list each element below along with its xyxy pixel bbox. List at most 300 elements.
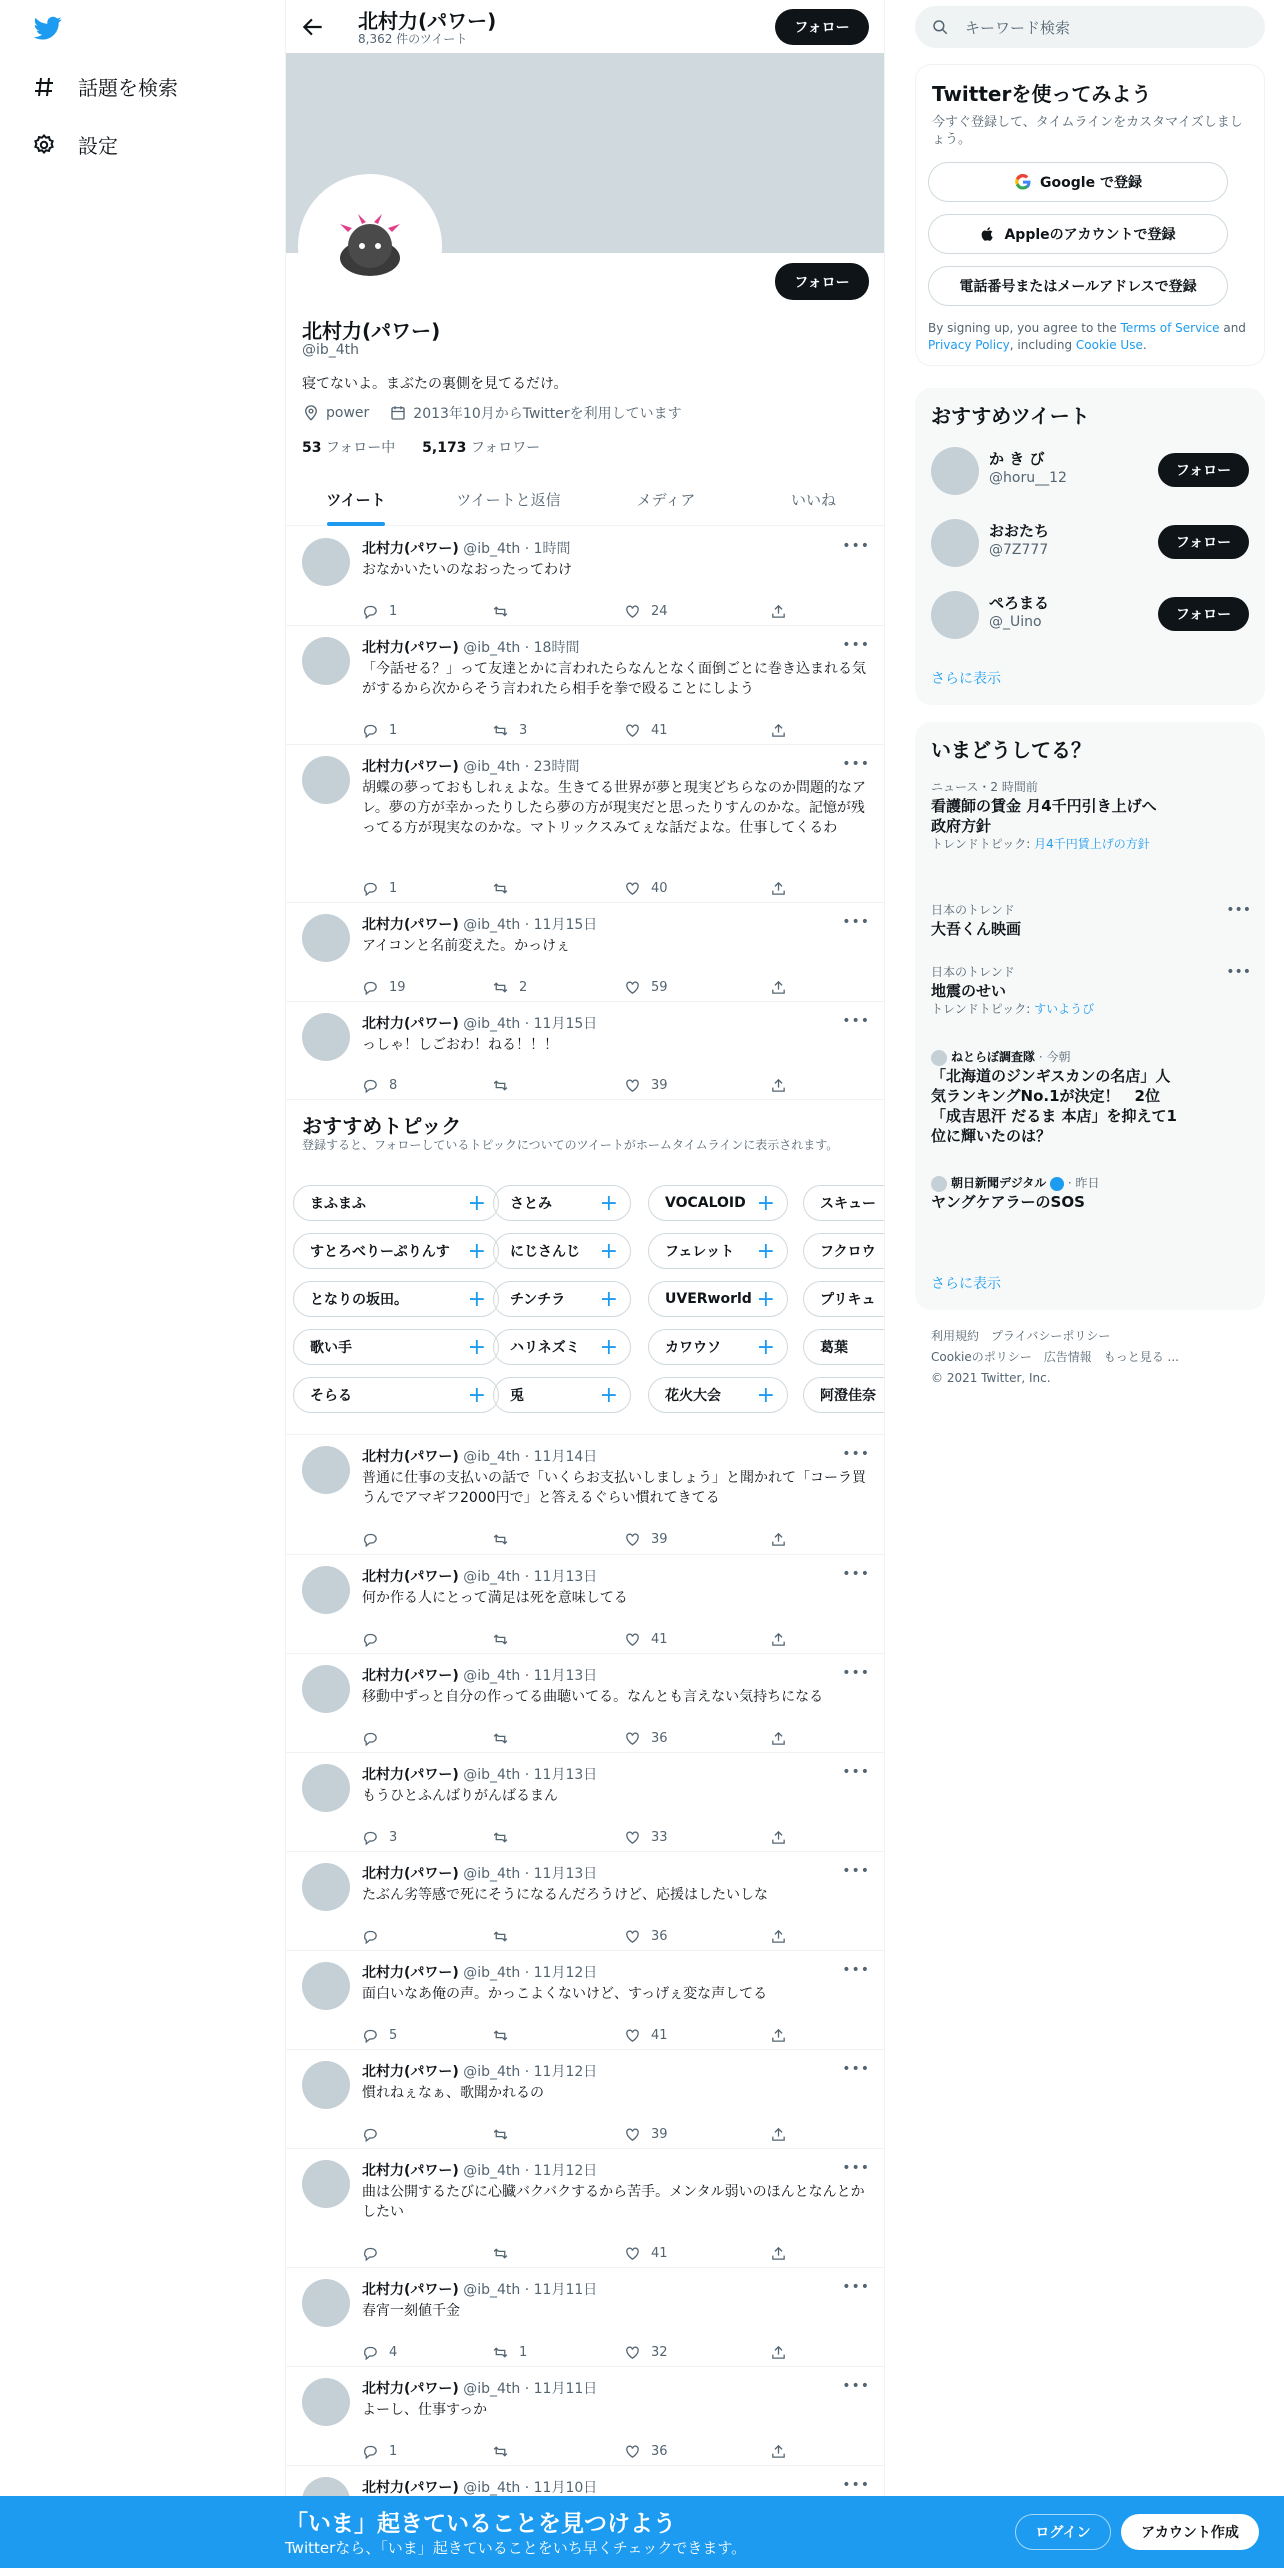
retweet-count: 3 bbox=[519, 723, 528, 738]
share-button[interactable] bbox=[770, 1631, 787, 1648]
like-button[interactable] bbox=[624, 2027, 668, 2044]
tweet-actions bbox=[362, 603, 802, 623]
like-button[interactable] bbox=[624, 2126, 668, 2143]
tweet[interactable] bbox=[286, 903, 885, 1002]
share-button[interactable] bbox=[770, 1829, 787, 1846]
left-sidebar bbox=[0, 0, 285, 2568]
create-account-button[interactable]: アカウント作成 bbox=[1121, 2514, 1259, 2550]
signup-card bbox=[915, 64, 1265, 366]
more-options-icon[interactable]: ••• bbox=[842, 2160, 870, 2176]
tweet-header bbox=[362, 1764, 597, 1784]
reply-count: 8 bbox=[389, 1078, 398, 1093]
reply-button[interactable] bbox=[362, 1928, 389, 1945]
topic-chip[interactable] bbox=[293, 1281, 499, 1317]
retweet-button[interactable] bbox=[492, 1631, 519, 1648]
tweet-header bbox=[362, 756, 579, 776]
who-to-follow-card bbox=[915, 388, 1265, 705]
topic-chip[interactable] bbox=[293, 1185, 499, 1221]
who-to-follow-item[interactable] bbox=[931, 444, 1251, 500]
tab-tweets-and-replies[interactable]: ツイートと返信 bbox=[456, 491, 561, 509]
tweet[interactable] bbox=[286, 2367, 885, 2466]
plus-icon: + bbox=[756, 1383, 775, 1408]
profile-location: power bbox=[326, 405, 370, 421]
trend-topic bbox=[931, 836, 1171, 852]
topic-chip[interactable] bbox=[648, 1233, 788, 1269]
share-button[interactable] bbox=[770, 603, 787, 620]
tweet-handle-time[interactable]: @ib_4th · 18時間 bbox=[458, 640, 580, 656]
header-profile-name: 北村力(パワー) bbox=[358, 9, 497, 33]
trend-item[interactable] bbox=[931, 964, 1251, 1017]
apple-icon bbox=[980, 225, 996, 243]
like-button[interactable] bbox=[624, 1631, 668, 1648]
retweet-button[interactable] bbox=[492, 2027, 519, 2044]
topic-chip[interactable] bbox=[293, 1377, 499, 1413]
topic-label: プリキュ bbox=[820, 1292, 876, 1308]
tweet[interactable] bbox=[286, 1753, 885, 1852]
avatar[interactable] bbox=[931, 447, 979, 495]
share-icon bbox=[770, 2245, 787, 2262]
share-button[interactable] bbox=[770, 1077, 787, 1094]
topic-chip[interactable] bbox=[648, 1281, 788, 1317]
cookie-link[interactable]: Cookie Use bbox=[1075, 338, 1143, 352]
tweet-text: 普通に仕事の支払いの話で「いくらお支払いしましょう」と聞かれて「コーラ買うんでアマギフ2000円で」と答えるぐらい慣れてきてる bbox=[362, 1470, 866, 1506]
avatar[interactable] bbox=[302, 756, 350, 804]
like-button[interactable] bbox=[624, 1928, 668, 1945]
tweet[interactable] bbox=[286, 1852, 885, 1951]
share-icon bbox=[770, 1077, 787, 1094]
copyright: © 2021 Twitter, Inc. bbox=[931, 1371, 1051, 1385]
tweet-author-name[interactable]: 北村力(パワー) bbox=[362, 2480, 459, 2496]
reply-button[interactable] bbox=[362, 1531, 389, 1548]
tab-tweets[interactable]: ツイート bbox=[326, 491, 386, 509]
news-title: ヤングケアラーのSOS bbox=[931, 1193, 1085, 1211]
topic-chip[interactable] bbox=[293, 1329, 499, 1365]
follow-button[interactable]: フォロー bbox=[1158, 597, 1249, 631]
more-options-icon[interactable]: ••• bbox=[842, 2477, 870, 2493]
topic-chip[interactable] bbox=[648, 1377, 788, 1413]
tweet[interactable] bbox=[286, 1951, 885, 2050]
who-show-more-link[interactable]: さらに表示 bbox=[931, 671, 1001, 687]
tweet-author-name[interactable]: 北村力(パワー) bbox=[362, 1449, 459, 1465]
privacy-link[interactable]: Privacy Policy bbox=[928, 338, 1010, 352]
tweet-actions bbox=[362, 722, 802, 742]
follow-button[interactable]: フォロー bbox=[1158, 453, 1249, 487]
terms-link[interactable]: Terms of Service bbox=[1120, 321, 1220, 335]
recommended-topics bbox=[286, 1100, 885, 1435]
topic-chip[interactable] bbox=[803, 1281, 885, 1317]
trends-show-more-link[interactable]: さらに表示 bbox=[931, 1276, 1001, 1292]
share-icon bbox=[770, 880, 787, 897]
retweet-button[interactable] bbox=[492, 1829, 519, 1846]
share-icon bbox=[770, 1928, 787, 1945]
back-arrow-icon[interactable] bbox=[300, 14, 326, 40]
avatar[interactable] bbox=[302, 1764, 350, 1812]
tweet-actions bbox=[362, 2344, 802, 2364]
retweet-count: 2 bbox=[519, 980, 528, 995]
tweet-header bbox=[362, 1962, 597, 1982]
like-count: 24 bbox=[651, 604, 668, 619]
tweet-text: 胡蝶の夢っておもしれぇよな。生きてる世界が夢と現実どちらなのか問題的なアレ。夢の方が幸かったりしたら夢の方が現実だと思ったりすんのかな。記憶が残ってる方が現実なのかな。マトリックスみてぇな話だよな。仕事してくるわ bbox=[362, 780, 866, 836]
share-button[interactable] bbox=[770, 979, 787, 996]
topic-label: 兎 bbox=[510, 1388, 524, 1404]
tweet-handle-time[interactable]: @ib_4th · 11月10日 bbox=[458, 2480, 598, 2496]
avatar[interactable] bbox=[931, 591, 979, 639]
plus-icon: + bbox=[756, 1191, 775, 1216]
retweet-button[interactable] bbox=[492, 2126, 519, 2143]
topic-label: フクロウ bbox=[820, 1244, 876, 1260]
tweet-actions bbox=[362, 1829, 802, 1849]
plus-icon: + bbox=[599, 1287, 618, 1312]
share-button[interactable] bbox=[770, 2245, 787, 2262]
sidebar-item-explore[interactable] bbox=[32, 72, 178, 101]
topics-description: 登録すると、フォローしているトピックについてのツイートがホームタイムラインに表示されます。 bbox=[302, 1138, 839, 1152]
tweet-author-name[interactable]: 北村力(パワー) bbox=[362, 2282, 459, 2298]
like-button[interactable] bbox=[624, 2443, 668, 2460]
apple-signup-button[interactable] bbox=[928, 214, 1228, 254]
phone-email-signup-button[interactable]: 電話番号またはメールアドレスで登録 bbox=[928, 266, 1228, 306]
signup-title: Twitterを使ってみよう bbox=[932, 82, 1152, 106]
avatar[interactable] bbox=[302, 2378, 350, 2426]
tweet-author-name[interactable]: 北村力(パワー) bbox=[362, 1866, 459, 1882]
tweet-author-name[interactable]: 北村力(パワー) bbox=[362, 759, 459, 775]
more-options-icon[interactable]: ••• bbox=[1226, 902, 1251, 918]
footer-line[interactable]: 利用規約 プライバシーポリシー bbox=[931, 1329, 1111, 1343]
tweet-handle-time[interactable]: @ib_4th · 11月11日 bbox=[458, 2381, 598, 2397]
topic-label: 阿澄佳奈 bbox=[820, 1388, 876, 1404]
share-button[interactable] bbox=[770, 2443, 787, 2460]
share-button[interactable] bbox=[770, 1531, 787, 1548]
tweet-author-name[interactable]: 北村力(パワー) bbox=[362, 917, 459, 933]
share-icon bbox=[770, 1730, 787, 1747]
reply-button[interactable] bbox=[362, 2027, 397, 2044]
signup-legal-text bbox=[928, 320, 1248, 354]
share-button[interactable] bbox=[770, 1928, 787, 1945]
topic-chip[interactable] bbox=[293, 1233, 499, 1269]
twitter-logo-icon[interactable] bbox=[32, 14, 64, 42]
tweet-author-name[interactable]: 北村力(パワー) bbox=[362, 541, 459, 557]
topic-label: チンチラ bbox=[510, 1292, 566, 1308]
topic-chip[interactable] bbox=[493, 1185, 631, 1221]
reply-count: 5 bbox=[389, 2028, 398, 2043]
avatar[interactable] bbox=[302, 1962, 350, 2010]
reply-count: 1 bbox=[389, 723, 398, 738]
like-count: 33 bbox=[651, 1830, 668, 1845]
avatar[interactable] bbox=[302, 2160, 350, 2208]
share-icon bbox=[770, 2126, 787, 2143]
retweet-button[interactable] bbox=[492, 1531, 519, 1548]
avatar[interactable] bbox=[302, 1446, 350, 1494]
reply-icon bbox=[362, 880, 379, 897]
retweet-button[interactable] bbox=[492, 2344, 527, 2361]
reply-icon bbox=[362, 1631, 379, 1648]
tweet-text: もうひとふんばりがんばるまん bbox=[362, 1788, 558, 1804]
tweet-actions bbox=[362, 1631, 802, 1651]
like-icon bbox=[624, 979, 641, 996]
bottom-bar-title: 「いま」起きていることを見つけよう bbox=[285, 2511, 676, 2537]
like-count: 39 bbox=[651, 1532, 668, 1547]
more-options-icon[interactable]: ••• bbox=[842, 2279, 870, 2295]
legal-text: By signing up, you agree to the bbox=[928, 321, 1121, 335]
reply-button[interactable] bbox=[362, 722, 397, 739]
followers-count: 5,173 bbox=[422, 440, 467, 456]
user-handle: @_Uino bbox=[989, 614, 1042, 630]
topic-chip[interactable] bbox=[493, 1377, 631, 1413]
profile-tabs bbox=[286, 473, 885, 526]
more-options-icon[interactable]: ••• bbox=[842, 1446, 870, 1462]
like-button[interactable] bbox=[624, 603, 668, 620]
retweet-button[interactable] bbox=[492, 880, 519, 897]
tweet[interactable] bbox=[286, 1654, 885, 1753]
tweet-text: 面白いなあ俺の声。かっこよくないけど、すっげぇ変な声してる bbox=[362, 1986, 768, 2002]
trend-topic-prefix: トレンドトピック: bbox=[931, 1002, 1035, 1016]
google-signup-button[interactable] bbox=[928, 162, 1228, 202]
tweet-author-name[interactable]: 北村力(パワー) bbox=[362, 1965, 459, 1981]
topic-chip[interactable] bbox=[648, 1185, 788, 1221]
reply-button[interactable] bbox=[362, 1730, 389, 1747]
topic-label: そらる bbox=[310, 1388, 352, 1404]
like-button[interactable] bbox=[624, 1829, 668, 1846]
tweet-author-name[interactable]: 北村力(パワー) bbox=[362, 1668, 459, 1684]
topic-chip[interactable] bbox=[493, 1329, 631, 1365]
tweet-handle-time[interactable]: @ib_4th · 11月13日 bbox=[458, 1767, 598, 1783]
reply-button[interactable] bbox=[362, 880, 397, 897]
tweet[interactable] bbox=[286, 2268, 885, 2367]
avatar[interactable] bbox=[302, 914, 350, 962]
reply-icon bbox=[362, 979, 379, 996]
retweet-button[interactable] bbox=[492, 2443, 519, 2460]
topic-chip[interactable] bbox=[493, 1281, 631, 1317]
profile-avatar[interactable] bbox=[298, 174, 442, 318]
retweet-icon bbox=[492, 1829, 509, 1846]
reply-button[interactable] bbox=[362, 1631, 389, 1648]
tweet-handle-time[interactable]: @ib_4th · 11月13日 bbox=[458, 1866, 598, 1882]
reply-button[interactable] bbox=[362, 2126, 389, 2143]
following-link[interactable] bbox=[302, 440, 395, 456]
follow-button[interactable]: フォロー bbox=[1158, 525, 1249, 559]
login-button[interactable]: ログイン bbox=[1015, 2514, 1111, 2550]
profile-stats bbox=[302, 437, 540, 457]
like-button[interactable] bbox=[624, 2245, 668, 2262]
tweet[interactable] bbox=[286, 2149, 885, 2268]
topic-chip[interactable] bbox=[493, 1233, 631, 1269]
tweet-author-name[interactable]: 北村力(パワー) bbox=[362, 2163, 459, 2179]
retweet-count: 1 bbox=[519, 2345, 528, 2360]
share-icon bbox=[770, 1631, 787, 1648]
avatar[interactable] bbox=[302, 2061, 350, 2109]
retweet-button[interactable] bbox=[492, 979, 527, 996]
more-options-icon[interactable]: ••• bbox=[842, 538, 870, 554]
trend-item[interactable] bbox=[931, 779, 1251, 852]
more-options-icon[interactable]: ••• bbox=[842, 1962, 870, 1978]
avatar[interactable] bbox=[302, 1665, 350, 1713]
like-button[interactable] bbox=[624, 1077, 668, 1094]
topic-chip[interactable] bbox=[803, 1233, 885, 1269]
reply-button[interactable] bbox=[362, 2245, 389, 2262]
more-options-icon[interactable]: ••• bbox=[842, 1863, 870, 1879]
calendar-icon bbox=[389, 404, 407, 422]
retweet-button[interactable] bbox=[492, 1928, 519, 1945]
tweet[interactable] bbox=[286, 527, 885, 626]
tab-media[interactable]: メディア bbox=[636, 491, 696, 509]
share-button[interactable] bbox=[770, 722, 787, 739]
avatar[interactable] bbox=[302, 1566, 350, 1614]
avatar[interactable] bbox=[302, 1863, 350, 1911]
plus-icon: + bbox=[756, 1239, 775, 1264]
tweet[interactable] bbox=[286, 1002, 885, 1100]
topic-label: さとみ bbox=[510, 1196, 552, 1212]
topic-label: 花火大会 bbox=[665, 1388, 721, 1404]
plus-icon: + bbox=[756, 1335, 775, 1360]
tweet-handle-time[interactable]: @ib_4th · 11月13日 bbox=[458, 1569, 598, 1585]
more-options-icon[interactable]: ••• bbox=[842, 1013, 870, 1029]
topic-chip[interactable] bbox=[803, 1377, 885, 1413]
more-options-icon[interactable]: ••• bbox=[842, 1566, 870, 1582]
more-options-icon[interactable]: ••• bbox=[842, 2378, 870, 2394]
retweet-button[interactable] bbox=[492, 1077, 519, 1094]
reply-button[interactable] bbox=[362, 2443, 397, 2460]
tweet-header bbox=[362, 2279, 597, 2299]
more-options-icon[interactable]: ••• bbox=[842, 637, 870, 653]
share-button[interactable] bbox=[770, 2126, 787, 2143]
like-button[interactable] bbox=[624, 1730, 668, 1747]
retweet-icon bbox=[492, 1077, 509, 1094]
tweet-handle-time[interactable]: @ib_4th · 23時間 bbox=[458, 759, 580, 775]
tweet-text: 曲は公開するたびに心臓バクバクするから苦手。メンタル弱いのほんとなんとかしたい bbox=[362, 2184, 865, 2220]
search-input[interactable]: キーワード検索 bbox=[965, 18, 1071, 37]
trend-topic-link[interactable]: 月4千円賃上げの方針 bbox=[1034, 837, 1150, 851]
profile-column bbox=[285, 0, 885, 2568]
avatar[interactable] bbox=[302, 2279, 350, 2327]
trend-topic-link[interactable]: すいようび bbox=[1034, 1002, 1095, 1016]
tweet-handle-time[interactable]: @ib_4th · 11月12日 bbox=[458, 1965, 598, 1981]
tweet-author-name[interactable]: 北村力(パワー) bbox=[362, 2381, 459, 2397]
tweet-handle-time[interactable]: @ib_4th · 11月15日 bbox=[458, 1016, 598, 1032]
topic-chip[interactable] bbox=[648, 1329, 788, 1365]
followers-link[interactable] bbox=[422, 440, 540, 456]
trend-news-item[interactable] bbox=[931, 1175, 1251, 1212]
tweet-author-name[interactable]: 北村力(パワー) bbox=[362, 1767, 459, 1783]
share-button[interactable] bbox=[770, 2027, 787, 2044]
topic-chip[interactable] bbox=[803, 1185, 885, 1221]
sidebar-item-label: 設定 bbox=[78, 134, 118, 158]
retweet-button[interactable] bbox=[492, 2245, 519, 2262]
tweet-author-name[interactable]: 北村力(パワー) bbox=[362, 2064, 459, 2080]
like-icon bbox=[624, 2126, 641, 2143]
topic-label: フェレット bbox=[665, 1244, 735, 1260]
header-follow-button[interactable]: フォロー bbox=[775, 9, 869, 45]
tweet-handle-time[interactable]: @ib_4th · 11月11日 bbox=[458, 2282, 598, 2298]
more-options-icon[interactable]: ••• bbox=[842, 914, 870, 930]
more-options-icon[interactable]: ••• bbox=[842, 1665, 870, 1681]
retweet-button[interactable] bbox=[492, 722, 527, 739]
share-icon bbox=[770, 2027, 787, 2044]
tweet-author-name[interactable]: 北村力(パワー) bbox=[362, 640, 459, 656]
avatar[interactable] bbox=[302, 1013, 350, 1061]
reply-button[interactable] bbox=[362, 2344, 397, 2361]
retweet-button[interactable] bbox=[492, 1730, 519, 1747]
more-options-icon[interactable]: ••• bbox=[842, 2061, 870, 2077]
tweet[interactable] bbox=[286, 745, 885, 903]
like-icon bbox=[624, 722, 641, 739]
avatar[interactable] bbox=[302, 538, 350, 586]
like-button[interactable] bbox=[624, 880, 668, 897]
like-button[interactable] bbox=[624, 2344, 668, 2361]
tweet[interactable] bbox=[286, 1435, 885, 1555]
reply-button[interactable] bbox=[362, 603, 397, 620]
avatar[interactable] bbox=[302, 637, 350, 685]
like-count: 40 bbox=[651, 881, 668, 896]
reply-button[interactable] bbox=[362, 979, 406, 996]
reply-count: 3 bbox=[389, 1830, 398, 1845]
profile-header-bar bbox=[286, 0, 885, 53]
profile-follow-button[interactable]: フォロー bbox=[775, 263, 869, 300]
tweet[interactable] bbox=[286, 1555, 885, 1654]
tweet-handle-time[interactable]: @ib_4th · 11月13日 bbox=[458, 1668, 598, 1684]
like-button[interactable] bbox=[624, 722, 668, 739]
profile-meta bbox=[302, 403, 682, 423]
tweet-text: 何か作る人にとって満足は死を意味してる bbox=[362, 1590, 628, 1606]
tweet-text: っしゃ！しごおわ！ねる！！！ bbox=[362, 1037, 558, 1053]
topic-label: すとろべりーぷりんす bbox=[310, 1244, 450, 1260]
reply-button[interactable] bbox=[362, 1077, 397, 1094]
location-pin-icon bbox=[302, 404, 320, 422]
tweet-handle-time[interactable]: @ib_4th · 11月12日 bbox=[458, 2163, 598, 2179]
share-button[interactable] bbox=[770, 2344, 787, 2361]
following-label: フォロー中 bbox=[321, 440, 396, 456]
like-count: 32 bbox=[651, 2345, 668, 2360]
tweet[interactable] bbox=[286, 2050, 885, 2149]
trend-title: 大吾くん映画 bbox=[931, 920, 1022, 938]
plus-icon: + bbox=[599, 1335, 618, 1360]
more-options-icon[interactable]: ••• bbox=[1226, 964, 1251, 980]
topic-chip[interactable] bbox=[803, 1329, 885, 1365]
tweet-handle-time[interactable]: @ib_4th · 11月15日 bbox=[458, 917, 598, 933]
like-button[interactable] bbox=[624, 1531, 668, 1548]
who-to-follow-item[interactable] bbox=[931, 516, 1251, 572]
user-name: おおたち bbox=[989, 522, 1050, 540]
tweet-handle-time[interactable]: @ib_4th · 11月12日 bbox=[458, 2064, 598, 2080]
more-options-icon[interactable]: ••• bbox=[842, 756, 870, 772]
tweet-author-name[interactable]: 北村力(パワー) bbox=[362, 1016, 459, 1032]
reply-button[interactable] bbox=[362, 1829, 397, 1846]
like-icon bbox=[624, 2027, 641, 2044]
trend-news-item[interactable] bbox=[931, 1049, 1251, 1146]
tweet[interactable] bbox=[286, 626, 885, 745]
sidebar-item-settings[interactable] bbox=[32, 130, 118, 159]
search-icon bbox=[931, 18, 949, 36]
trend-item[interactable] bbox=[931, 902, 1251, 939]
like-icon bbox=[624, 603, 641, 620]
tweet-handle-time[interactable]: @ib_4th · 11月14日 bbox=[458, 1449, 598, 1465]
plus-icon: + bbox=[467, 1287, 486, 1312]
sidebar-item-label: 話題を検索 bbox=[78, 76, 178, 100]
who-to-follow-item[interactable] bbox=[931, 588, 1251, 644]
topic-label: 葛葉 bbox=[820, 1340, 848, 1356]
footer-line[interactable]: Cookieのポリシー 広告情報 もっと見る ... bbox=[931, 1350, 1179, 1364]
tab-likes[interactable]: いいね bbox=[790, 491, 836, 509]
tweet-author-name[interactable]: 北村力(パワー) bbox=[362, 1569, 459, 1585]
like-button[interactable] bbox=[624, 979, 668, 996]
more-options-icon[interactable]: ••• bbox=[842, 1764, 870, 1780]
share-button[interactable] bbox=[770, 880, 787, 897]
share-icon bbox=[770, 979, 787, 996]
avatar[interactable] bbox=[931, 519, 979, 567]
retweet-button[interactable] bbox=[492, 603, 519, 620]
tweet-handle-time[interactable]: @ib_4th · 1時間 bbox=[458, 541, 571, 557]
share-button[interactable] bbox=[770, 1730, 787, 1747]
search-box[interactable] bbox=[915, 6, 1265, 48]
tweet-actions bbox=[362, 880, 802, 900]
